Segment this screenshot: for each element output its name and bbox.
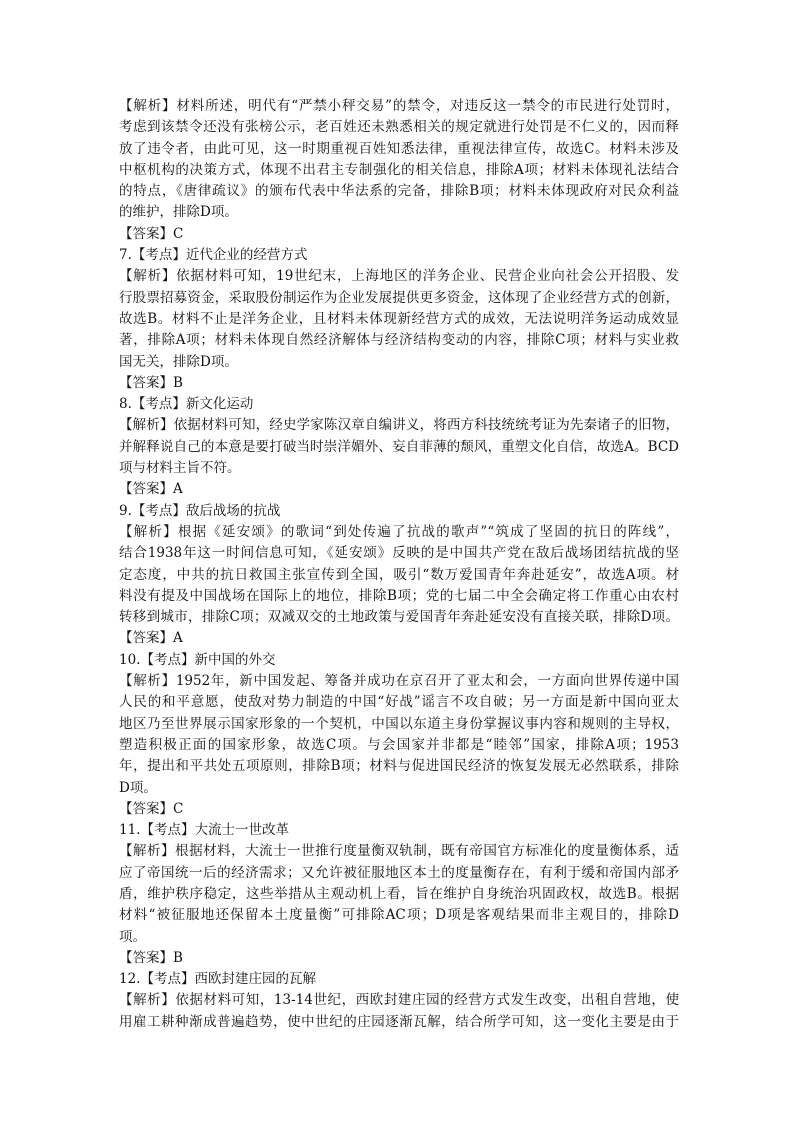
text-line: 【解析】依据材料可知，13-14世纪，西欧封建庄园的经营方式发生改变，出租自营地，使 [119,992,679,1009]
text-line: 用雇工耕种渐成普遍趋势，使中世纪的庄园逐渐瓦解，结合所学可知，这一变化主要是由于 [119,1013,679,1030]
text-line: 著，排除A项；材料未体现自然经济解体与经济结构变动的内容，排除C项；材料与实业救 [119,332,679,349]
text-line: 定态度，中共的抗日救国主张宣传到全国，吸引“数万爱国青年奔赴延安”，故选A项。材 [119,566,679,583]
text-line: 【解析】依据材料可知，经史学家陈汉章自编讲义，将西方科技统统考证为先秦诸子的旧物， [119,417,679,434]
text-line: 【答案】C [119,800,184,817]
text-line: 项。 [119,928,146,945]
text-line: 【解析】材料所述，明代有“严禁小秤交易”的禁令，对违反这一禁令的市民进行处罚时， [119,98,679,114]
text-line: 11.【考点】大流士一世改革 [119,822,289,839]
text-line: 12.【考点】西欧封建庄园的瓦解 [119,971,316,988]
text-line: 盾，维护秩序稳定，这些举措从主观动机上看，旨在维护自身统治巩固政权，故选B。根据 [119,885,679,902]
text-line: 【答案】B [119,949,183,966]
text-line: 中枢机构的决策方式，体现不出君主专制强化的相关信息，排除A项；材料未体现礼法结合 [119,161,679,178]
text-line: D项。 [119,779,157,796]
text-line: 考虑到该禁令还没有张榜公示，老百姓还未熟悉相关的规定就进行处罚是不仁义的，因而释 [119,119,679,136]
text-line: 项与材料主旨不符。 [119,460,241,477]
text-line: 9.【考点】敌后战场的抗战 [119,502,281,519]
text-line: 应了帝国统一后的经济需求；又允许被征服地区本土的度量衡存在，有利于缓和帝国内部矛 [119,864,679,881]
text-line: 【解析】1952年，新中国发起、筹备并成功在京召开了亚太和会，一方面向世界传递中国 [119,673,679,690]
document-page [119,96,679,1033]
text-line: 故选B。材料不止是洋务企业，且材料未体现新经营方式的成效，无法说明洋务运动成效显 [119,310,679,327]
text-line: 国无关，排除D项。 [119,353,238,370]
text-line: 结合1938年这一时间信息可知，《延安颂》反映的是中国共产党在敌后战场团结抗战的坚 [119,545,679,562]
text-line: 人民的和平意愿，使敌对势力制造的中国“好战”谣言不攻自破；另一方面是新中国向亚太 [119,694,679,711]
text-line: 【解析】根据材料，大流士一世推行度量衡双轨制，既有帝国官方标准化的度量衡体系，适 [119,843,679,860]
text-line: 【答案】B [119,374,183,391]
text-line: 【答案】A [119,481,183,498]
text-line: 的维护，排除D项。 [119,204,238,221]
text-line: 【解析】根据《延安颂》的歌词“到处传遍了抗战的歌声”“筑成了坚固的抗日的阵线”， [119,523,679,540]
text-line: 的特点，《唐律疏议》的颁布代表中华法系的完备，排除B项；材料未体现政府对民众利益 [119,183,679,200]
text-line: 7.【考点】近代企业的经营方式 [119,247,308,264]
text-line: 8.【考点】新文化运动 [119,396,254,413]
text-line: 料没有提及中国战场在国际上的地位，排除B项；党的七届二中全会确定将工作重心由农村 [119,587,679,604]
text-line: 【解析】依据材料可知，19世纪末，上海地区的洋务企业、民营企业向社会公开招股、发 [119,268,679,285]
text-line: 10.【考点】新中国的外交 [119,651,276,668]
text-line: 放了违令者，由此可见，这一时期重视百姓知悉法律，重视法律宣传，故选C。材料未涉及 [119,140,679,157]
text-line: 【答案】A [119,630,183,647]
text-line: 材料“被征服地还保留本土度量衡”可排除AC项；D项是客观结果而非主观目的，排除D [119,907,679,924]
text-line: 行股票招募资金，采取股份制运作为企业发展提供更多资金，这体现了企业经营方式的创新， [119,289,679,306]
text-line: 并解释说自己的本意是要打破当时崇洋媚外、妄自菲薄的颓风，重塑文化自信，故选A。BCD [119,438,679,455]
text-line: 【答案】C [119,225,184,242]
text-line: 转移到城市，排除C项；双减双交的土地政策与爱国青年奔赴延安没有直接关联，排除D项。 [119,609,679,626]
text-line: 年，提出和平共处五项原则，排除B项；材料与促进国民经济的恢复发展无必然联系，排除 [119,758,679,775]
text-line: 塑造积极正面的国家形象，故选C项。与会国家并非都是“睦邻”国家，排除A项；1953 [119,736,679,753]
text-line: 地区乃至世界展示国家形象的一个契机，中国以东道主身份掌握议事内容和规则的主导权， [119,715,679,732]
